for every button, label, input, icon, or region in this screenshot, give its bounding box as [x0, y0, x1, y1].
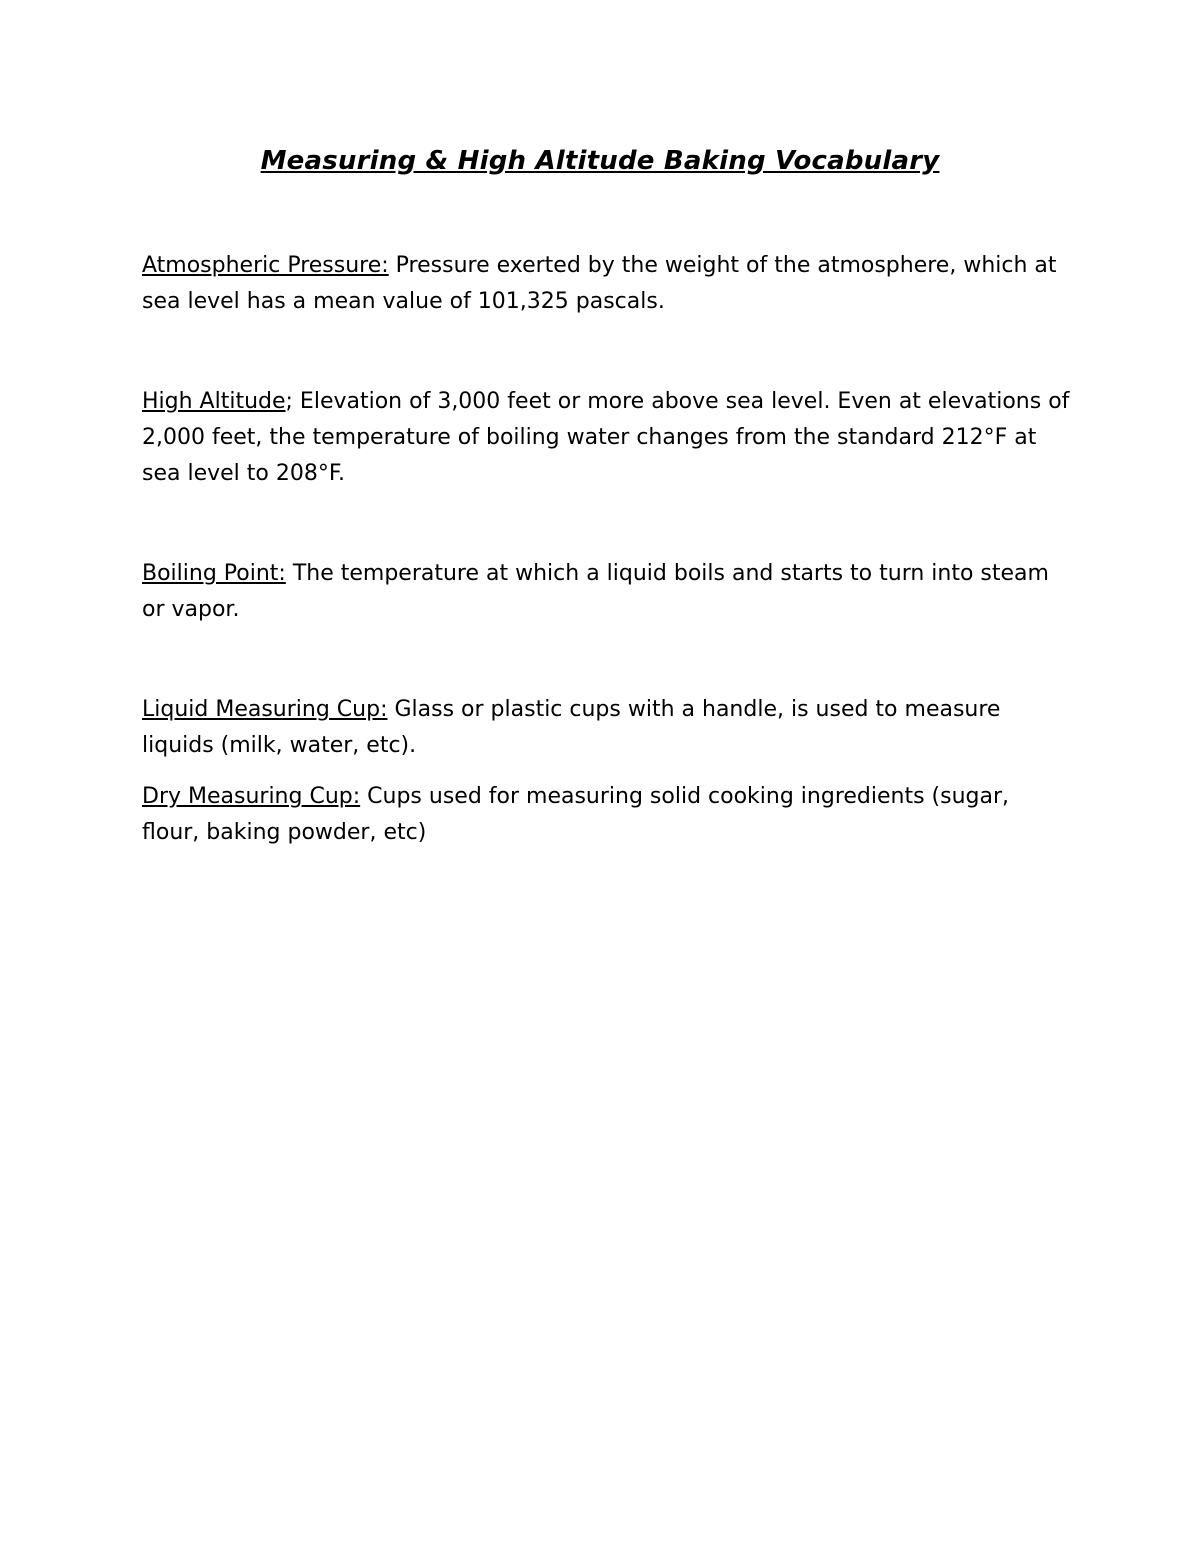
vocab-term: Liquid Measuring Cup: [142, 697, 388, 722]
vocab-entry-boiling-point [142, 556, 1072, 628]
page-title: Measuring & High Altitude Baking Vocabulary [260, 146, 940, 176]
vocab-definition: The temperature at which a liquid boils and starts to turn into steam or vapor. [142, 561, 1049, 622]
vocab-definition: ; Elevation of 3,000 feet or more above sea level. Even at elevations of 2,000 feet, the temperature of boiling water changes from the standard 212°F at sea level to 208°F. [142, 389, 1070, 486]
vocab-definition: Cups used for measuring solid cooking ingredients (sugar, flour, baking powder, etc) [142, 784, 1010, 845]
vocab-term: Atmospheric Pressure: [142, 253, 389, 278]
vocab-entry-liquid-measuring-cup [142, 692, 1072, 764]
vocab-definition: Glass or plastic cups with a handle, is used to measure liquids (milk, water, etc). [142, 697, 1001, 758]
vocab-definition: Pressure exerted by the weight of the atmosphere, which at sea level has a mean value of 101,325 pascals. [142, 253, 1057, 314]
vocab-term: Dry Measuring Cup: [142, 784, 361, 809]
vocab-entry-dry-measuring-cup [142, 779, 1072, 851]
vocab-entry-high-altitude [142, 384, 1072, 492]
vocab-term: Boiling Point: [142, 561, 286, 586]
vocab-entry-atmospheric-pressure [142, 248, 1072, 320]
vocab-term: High Altitude [142, 389, 286, 414]
